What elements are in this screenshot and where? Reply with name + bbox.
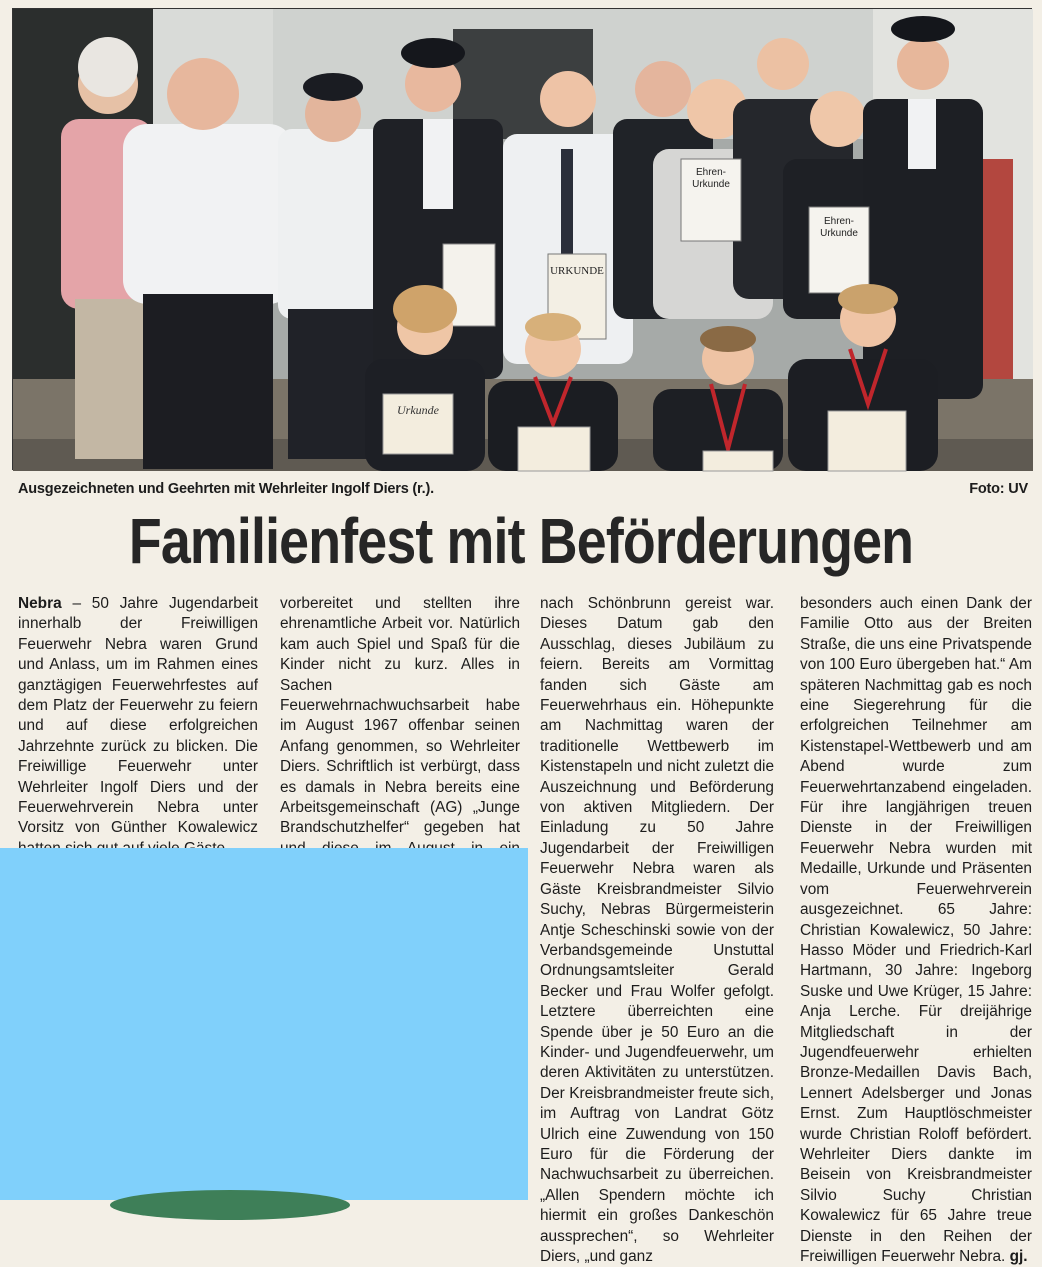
column-3-text: nach Schönbrunn gereist war. Dieses Datum gab den Ausschlag, dieses Jubiläum zu feiern. Bereits am Vormittag fanden sich Gäste am Feuerwehrhaus ein. Höhepunkte am Nachmittag waren der traditionelle Wettbewerb im Kistenstapeln und nicht zuletzt die Auszeichnung und Beförderung von aktiven Mitgliedern. Der Einladung zu 50 Jahre Jugendarbeit der Freiwilligen Feuerwehr Nebra waren als Gäste Kreisbrandmeister Silvio Suchy, Nebras Bürgermeisterin Antje Scheschinski sowie von der Verbandsgemeinde Unstuttal Ordnungsamtsleiter Gerald Becker und Frau Wolfer gefolgt. Letztere überreichten eine Spende über je 50 Euro an die Kinder- und Jugendfeuerwehr, um deren Aktivitäten zu unterstützen. Der Kreisbrandmeister freute sich, im Auftrag von Landrat Götz Ulrich eine Zuwendung von 150 Euro für die Förderung der Nachwuchsarbeit zu überreichen. „Allen Spendern möchte ich hiermit ein großes Dankeschön aussprechen“, so Wehrleiter Diers, „und ganz [540,595,774,1265]
article-column-1 [18,594,258,844]
article-column-4 [800,594,1032,1265]
cert-label-2: Urkunde [692,179,730,190]
cert-label-1: Ehren- [695,167,727,178]
redaction-block [0,848,528,1200]
caption-text: Ausgezeichneten und Geehrten mit Wehrleiter Ingolf Diers (r.). [18,481,434,497]
group-photo [12,8,1032,470]
cert-label-3: URKUNDE [550,265,604,277]
column-4-text: besonders auch einen Dank der Familie Otto aus der Breiten Straße, die uns eine Privatspende von 100 Euro übergeben hat.“ Am späteren Nachmittag gab es noch eine Siegerehrung für die erfolgreichen Teilnehmer am Kistenstapel-Wettbewerb und am Abend wurde zum Feuerwehrtanzabend eingeladen. Für ihre langjährigen treuen Dienste in der Freiwilligen Feuerwehr Nebra wurden mit Medaille, Urkunde und Präsenten vom Feuerwehrverein ausgezeichnet. 65 Jahre: Christian Kowalewicz, 50 Jahre: Hasso Möder und Friedrich-Karl Hartmann, 30 Jahre: Ingeborg Suske und Uwe Krüger, 15 Jahre: Anja Lerche. Für dreijährige Mitgliedschaft in der Jugendfeuerwehr erhielten Bronze-Medaillen Davis Bach, Lennert Adelsberger und Jonas Ernst. Zum Hauptlöschmeister wurde Christian Roloff befördert. Wehrleiter Diers dankte im Beisein von Kreisbrandmeister Silvio Suchy Christian Kowalewicz für 65 Jahre treue Dienste in den Reihen der Freiwilligen Feuerwehr Nebra. [800,595,1032,1265]
column-1-text: – 50 Jahre Jugendarbeit innerhalb der Freiwilligen Feuerwehr Nebra waren Grund und Anlass, um im Rahmen eines ganztägigen Feuerwehrfestes auf dem Platz der Feuerwehr zu feiern und auf diese erfolgreichen Jahrzehnte zurück zu blicken. Die Freiwillige Feuerwehr unter Wehrleiter Ingolf Diers und der Feuerwehrverein Nebra unter Vorsitz von Günther Kowalewicz [18,595,259,837]
partial-image-edge [110,1190,350,1220]
photo-caption [18,481,1028,501]
photo-credit: Foto: UV [969,481,1028,497]
group-photo-illustration [13,9,1033,471]
article-column-2 [280,594,520,844]
dateline: Nebra [18,595,62,612]
svg-text:Urkunde: Urkunde [820,228,858,239]
article-column-3 [540,594,774,1265]
author-signature: gj. [1009,1248,1028,1265]
svg-text:Ehren-: Ehren- [823,216,855,227]
cert-label-4: Urkunde [397,403,439,417]
column-2-text: vorbereitet und stellten ihre ehrenamtliche Arbeit vor. Natürlich kam auch Spiel und Spaß für die Kinder nicht zu kurz. Alles in Sachen Feuerwehrnachwuchsarbeit habe im August 1967 offenbar seinen Anfang genommen, so Wehrleiter Diers. Schriftlich ist verbürgt, dass es damals in Nebra bereits eine Arbeitsgemeinschaft (AG) „Junge Brandschutzhelfer“ gegeben hat [280,595,520,837]
article-headline: Familienfest mit Beförderungen [128,505,914,577]
